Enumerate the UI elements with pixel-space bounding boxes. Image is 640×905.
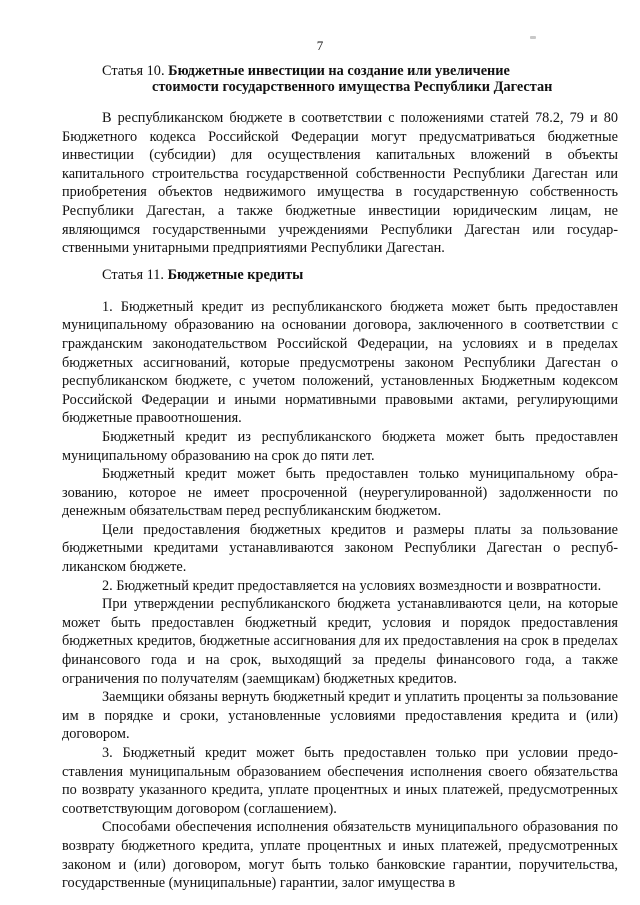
paragraph: 1. Бюджетный кредит из республиканского бюджета может быть предоставлен муниципальному образованию на основании договора, заключенного в соответствии с гражданским законодательством Российской Федерации, на условиях и в пределах бюджетных ассигнований, которые предусмотрены законом Республики Дагестан о республиканском бюджете, с учетом положений, установленных Бюджетным кодексом Российской Федерации и иными нормативными правовыми актами, регулирующими бюджетные правоотношения. — [62, 298, 618, 427]
paragraph: Заемщики обязаны вернуть бюджетный кредит и уплатить проценты за пользование им в порядке и сроки, установленные условиями предоставления кредита и (или) договором. — [62, 689, 618, 743]
article-10-title-line1: Бюджетные инвестиции на создание или увеличение — [168, 63, 510, 79]
paragraph: 2. Бюджетный кредит предоставляется на условиях возмездности и возвратности. — [102, 577, 602, 594]
article-11-heading — [62, 266, 618, 284]
article-10-heading — [62, 63, 618, 95]
paragraph: 3. Бюджетный кредит может быть предоставлен только при условии предоставления муниципальным образованием обеспечения исполнения своего обязательства по возврату указанного кредита, уплате процентных и иных платежей, предусмотренных соответствующим договором (соглашением). — [62, 745, 618, 817]
paragraph: Бюджетный кредит может быть предоставлен только муниципальному образованию, которое не имеет просроченной (неурегулированной) задолженности по денежным обязательствам перед республиканским бюджетом. — [62, 466, 618, 520]
article-10-body — [62, 109, 618, 258]
paragraph: При утверждении республиканского бюджета устанавливаются цели, на которые может быть предоставлен бюджетный кредит, условия и порядок предоставления бюджетных кредитов, бюджетные ассигнования для их предоставления на срок в пределах финансового года и на срок, выходящий за пределы финансового года, а также ограничения по получателям (заемщикам) бюджетных кредитов. — [62, 596, 618, 687]
article-10-title-line2: стоимости государственного имущества Республики Дагестан — [152, 79, 553, 95]
paragraph: Способами обеспечения исполнения обязательств муниципального образования по возврату бюджетного кредита, уплате процентных и иных платежей, предусмотренных законом и (или) договором, могут быть только банковские гарантии, поручительства, государственные (муниципальные) гарантии, залог имущества в — [62, 819, 618, 892]
page-number: 7 — [316, 38, 324, 53]
scan-artifact — [530, 36, 536, 39]
article-10-prefix: Статья 10. — [102, 63, 165, 79]
paragraph: В республиканском бюджете в соответствии с положениями статей 78.2, 79 и 80 Бюджетного кодекса Российской Федерации могут предусматриваться бюджетные инвестиции (субсидии) для осуществления капитальных вложений в объекты капитального строительства государственной собственности Республики Дагестан или приобретения объектов недвижимого имущества в государственную собственность Республики Дагестан, а также бюджетные инвестиции юридическим лицам, не являющимся государственными учреждениями Республики Дагестан или государственными унитарными предприятиями Республики Дагестан. — [62, 110, 618, 257]
article-11-prefix: Статья 11. — [102, 266, 165, 283]
article-11-body — [62, 298, 618, 893]
article-11-title: Бюджетные кредиты — [167, 266, 304, 283]
paragraph: Цели предоставления бюджетных кредитов и размеры платы за пользование бюджетными кредитами устанавливаются законом Республики Дагестан о республиканском бюджете. — [62, 521, 618, 576]
page-content — [62, 63, 618, 893]
article-10-heading-line1 — [62, 63, 618, 79]
paragraph: Бюджетный кредит из республиканского бюджета может быть предоставлен муниципальному образованию на срок до пяти лет. — [62, 428, 618, 464]
